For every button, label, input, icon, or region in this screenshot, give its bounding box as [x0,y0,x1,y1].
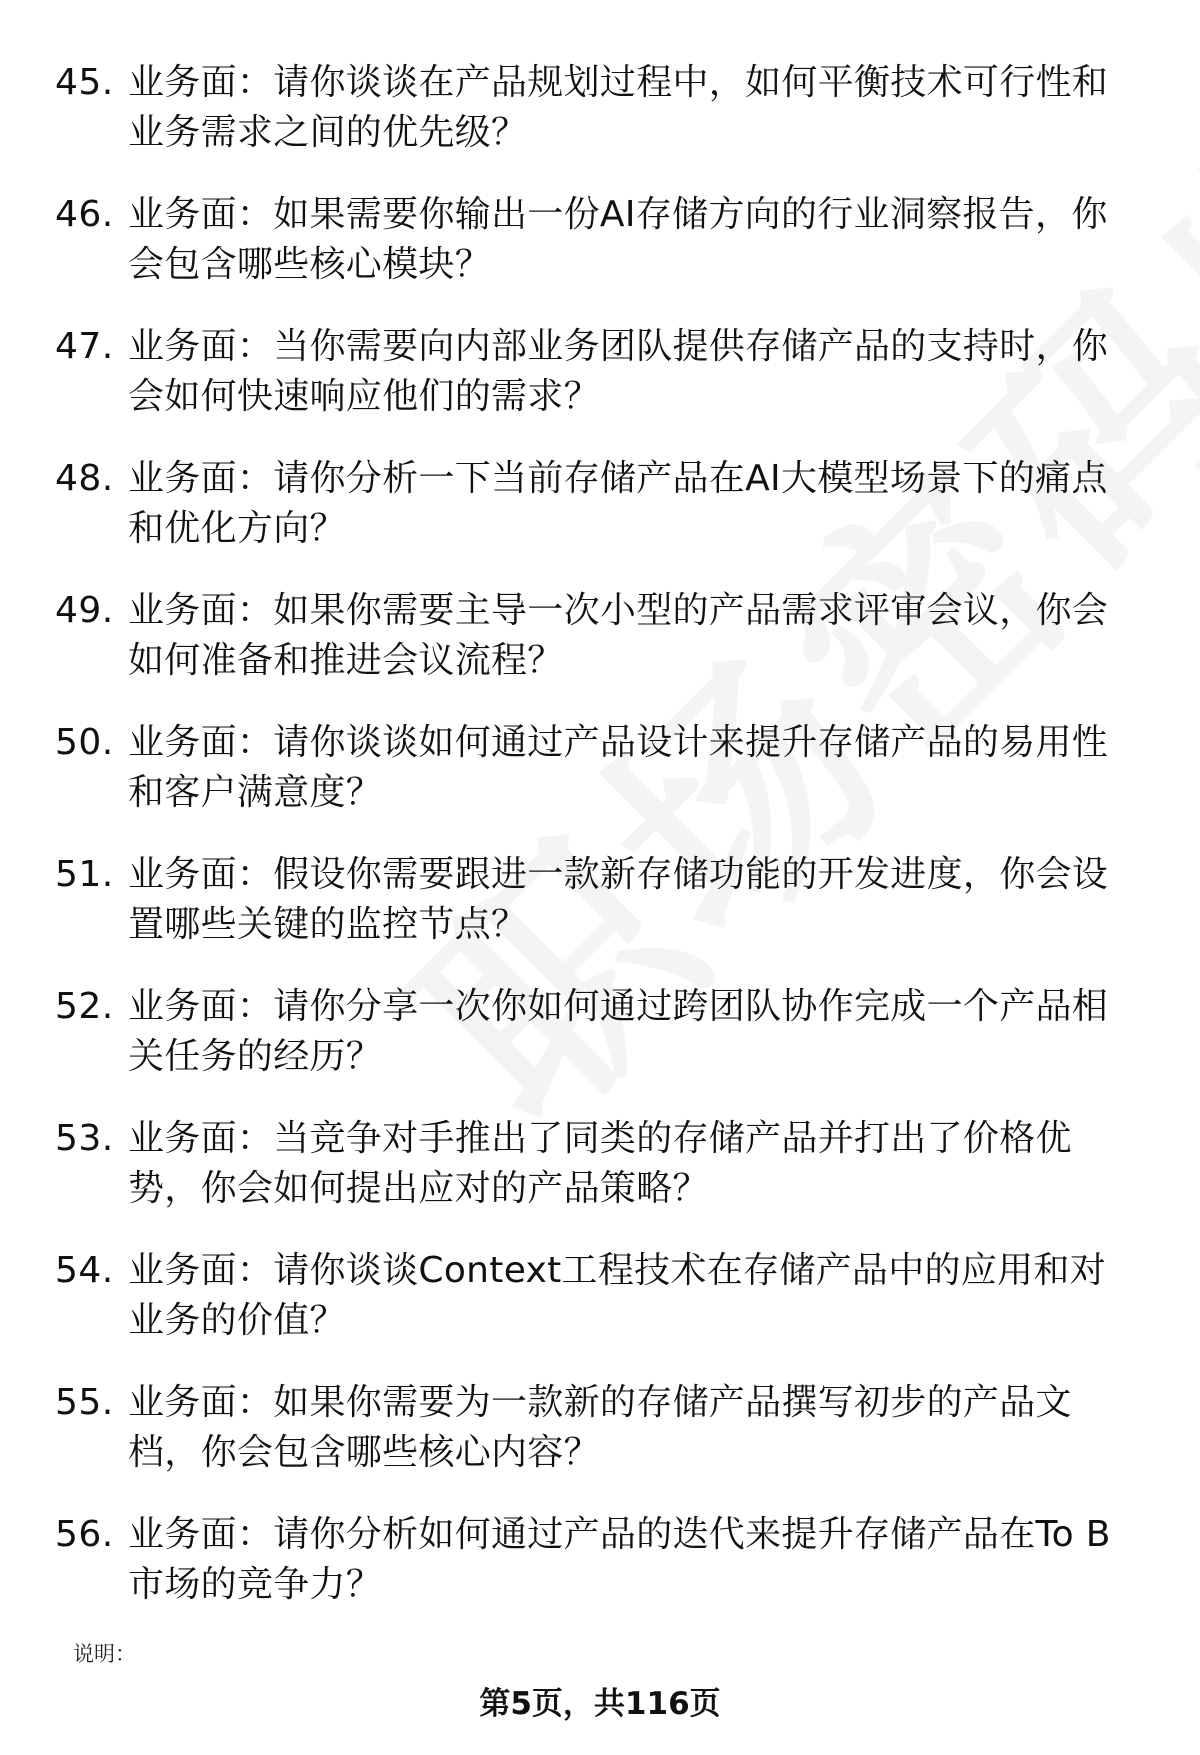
question-text: 业务面：当竞争对手推出了同类的存储产品并打出了价格优势，你会如何提出应对的产品策略？ [128,1118,1072,1209]
question-number: 47. [55,326,114,367]
question-item [0,1378,1200,1510]
question-item [0,982,1200,1114]
page-number: 第5页，共116页 [479,1686,721,1722]
question-list [0,58,1200,1642]
question-item [0,1114,1200,1246]
note-label: 说明： [73,1642,136,1666]
question-item [0,322,1200,454]
question-item [0,850,1200,982]
question-item [0,190,1200,322]
question-text: 业务面：请你分析一下当前存储产品在AI大模型场景下的痛点和优化方向？ [128,458,1108,549]
question-number: 48. [55,458,114,499]
question-text: 业务面：假设你需要跟进一款新存储功能的开发进度，你会设置哪些关键的监控节点？ [128,854,1109,945]
question-item [0,718,1200,850]
question-text: 业务面：请你谈谈如何通过产品设计来提升存储产品的易用性和客户满意度？ [128,722,1109,813]
question-number: 53. [55,1118,114,1159]
question-number: 54. [55,1250,114,1291]
question-text: 业务面：如果需要你输出一份AI存储方向的行业洞察报告，你会包含哪些核心模块？ [128,194,1108,285]
question-number: 49. [55,590,114,631]
question-item [0,586,1200,718]
question-number: 46. [55,194,114,235]
question-item [0,58,1200,190]
question-number: 55. [55,1382,114,1423]
question-text: 业务面：如果你需要主导一次小型的产品需求评审会议，你会如何准备和推进会议流程？ [128,590,1109,681]
question-number: 50. [55,722,114,763]
question-item [0,454,1200,586]
question-item [0,1246,1200,1378]
question-number: 51. [55,854,114,895]
question-text: 业务面：请你分析如何通过产品的迭代来提升存储产品在To B市场的竞争力？ [128,1514,1111,1605]
question-text: 业务面：当你需要向内部业务团队提供存储产品的支持时，你会如何快速响应他们的需求？ [128,326,1109,417]
question-number: 52. [55,986,114,1027]
question-text: 业务面：如果你需要为一款新的存储产品撰写初步的产品文档，你会包含哪些核心内容？ [128,1382,1072,1473]
question-text: 业务面：请你分享一次你如何通过跨团队协作完成一个产品相关任务的经历？ [128,986,1109,1077]
question-number: 45. [55,62,114,103]
question-number: 56. [55,1514,114,1555]
question-text: 业务面：请你谈谈在产品规划过程中，如何平衡技术可行性和业务需求之间的优先级？ [128,62,1109,153]
question-text: 业务面：请你谈谈Context工程技术在存储产品中的应用和对业务的价值？ [128,1250,1107,1341]
question-item [0,1510,1200,1642]
